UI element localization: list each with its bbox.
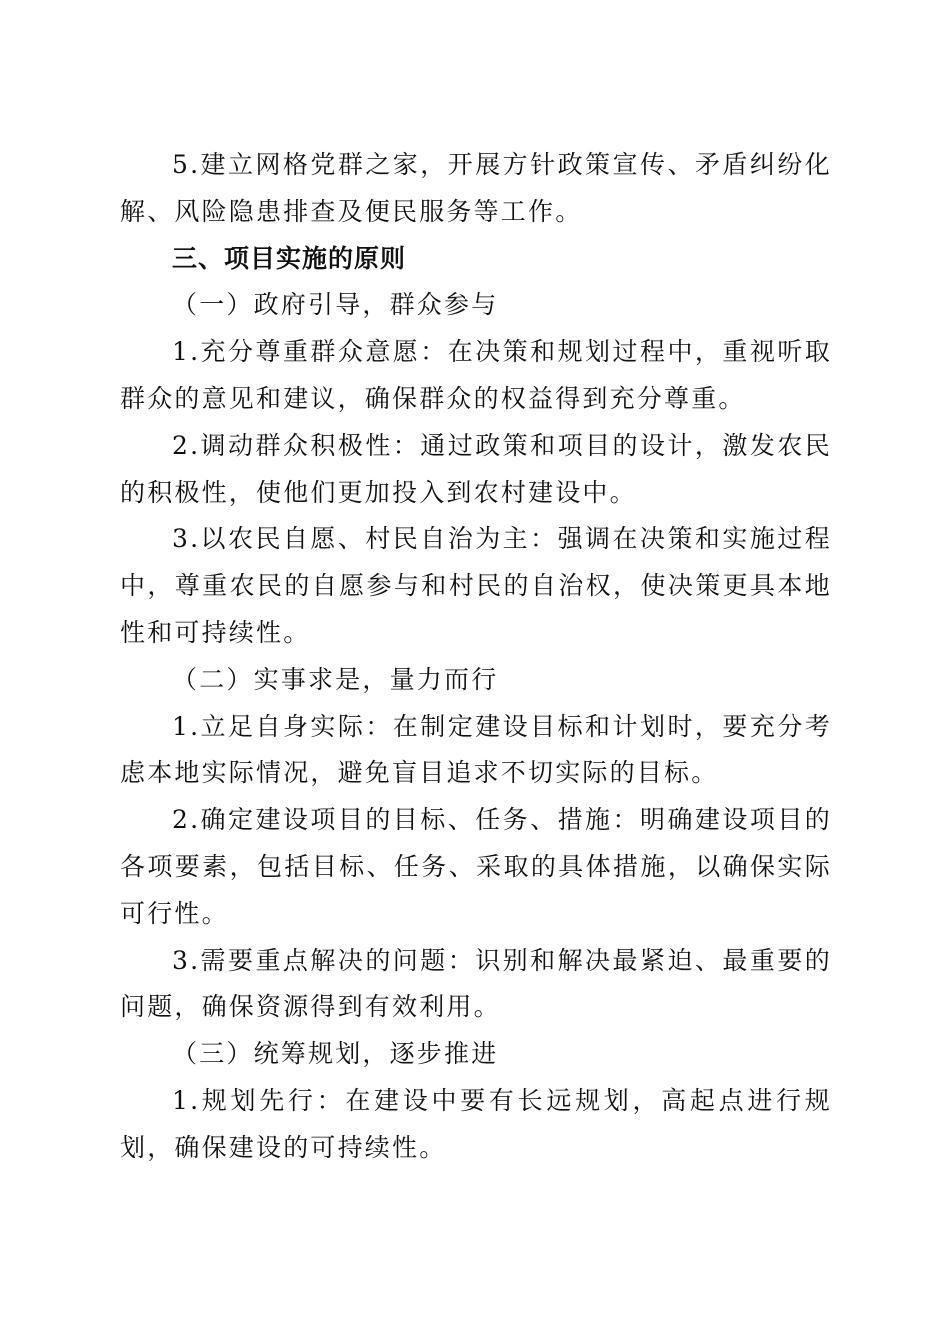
section-heading-3: 三、项目实施的原则	[172, 243, 407, 273]
paragraph-sub3-item-1: 1.规划先行：在建设中要有长远规划，高起点进行规划，确保建设的可持续性。	[120, 1085, 832, 1162]
document-body	[120, 142, 832, 1172]
paragraph-sub2-item-1: 1.立足自身实际：在制定建设目标和计划时，要充分考虑本地实际情况，避免盲目追求不切实际的目标。	[120, 711, 832, 788]
subsection-heading-2: （二）实事求是，量力而行	[172, 664, 499, 694]
paragraph-item-5: 5.建立网格党群之家，开展方针政策宣传、矛盾纠纷化解、风险隐患排查及便民服务等工作。	[120, 150, 832, 226]
paragraph-sub1-item-2: 2.调动群众积极性：通过政策和项目的设计，激发农民的积极性，使他们更加投入到农村建设中。	[120, 430, 832, 507]
subsection-heading-1: （一）政府引导，群众参与	[172, 290, 499, 320]
paragraph-sub2-item-3: 3.需要重点解决的问题：识别和解决最紧迫、最重要的问题，确保资源得到有效利用。	[120, 945, 832, 1022]
subsection-heading-3: （三）统筹规划，逐步推进	[172, 1039, 499, 1069]
paragraph-sub1-item-1: 1.充分尊重群众意愿：在决策和规划过程中，重视听取群众的意见和建议，确保群众的权益得到充分尊重。	[120, 337, 832, 413]
paragraph-sub2-item-2: 2.确定建设项目的目标、任务、措施：明确建设项目的各项要素，包括目标、任务、采取的具体措施，以确保实际可行性。	[120, 805, 832, 928]
paragraph-sub1-item-3: 3.以农民自愿、村民自治为主：强调在决策和实施过程中，尊重农民的自愿参与和村民的自治权，使决策更具本地性和可持续性。	[120, 524, 832, 647]
